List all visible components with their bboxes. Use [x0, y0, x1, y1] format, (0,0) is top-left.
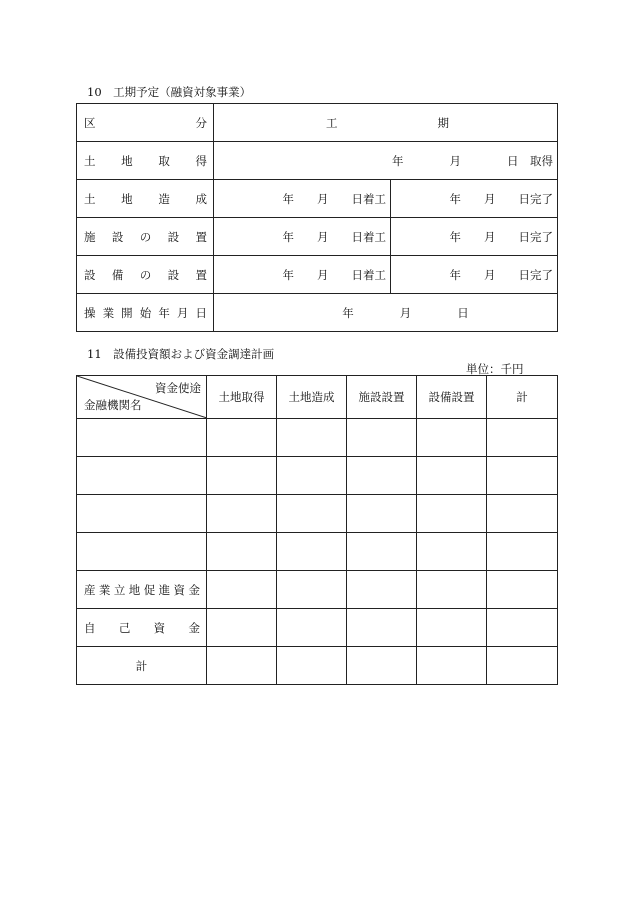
amount-cell[interactable]	[417, 609, 487, 647]
section-10-title: 10 工期予定（融資対象事業）	[87, 85, 252, 99]
funding-row	[77, 571, 558, 609]
column-header: 土地取得	[207, 376, 277, 419]
schedule-row	[77, 142, 558, 180]
investment-funding-table	[76, 375, 558, 685]
funding-row	[77, 647, 558, 685]
column-header: 施設設置	[347, 376, 417, 419]
schedule-row-label: 操 業 開 始 年 月 日	[77, 294, 214, 332]
amount-cell[interactable]	[277, 609, 347, 647]
amount-cell[interactable]	[277, 419, 347, 457]
amount-cell[interactable]	[487, 495, 558, 533]
institution-name-input[interactable]	[77, 457, 207, 495]
funding-row-label: 自 己 資 金	[77, 609, 207, 647]
funding-row	[77, 419, 558, 457]
institution-name-input[interactable]	[77, 495, 207, 533]
funding-row	[77, 609, 558, 647]
schedule-row-label: 設 備 の 設 置	[77, 256, 214, 294]
amount-cell[interactable]	[207, 571, 277, 609]
amount-cell[interactable]	[207, 495, 277, 533]
funding-row	[77, 533, 558, 571]
funding-row	[77, 495, 558, 533]
amount-cell[interactable]	[347, 533, 417, 571]
institution-name-label: 金融機関名	[84, 398, 142, 412]
diagonal-corner-cell	[77, 376, 207, 419]
period-header: 工 期	[214, 104, 558, 142]
operation-start-date-cell[interactable]: 年 月 日	[214, 294, 558, 332]
amount-cell[interactable]	[347, 571, 417, 609]
amount-cell[interactable]	[417, 495, 487, 533]
schedule-row-label: 土 地 造 成	[77, 180, 214, 218]
amount-cell[interactable]	[347, 495, 417, 533]
column-header: 設備設置	[417, 376, 487, 419]
amount-cell[interactable]	[487, 647, 558, 685]
end-date-cell[interactable]: 年 月 日完了	[391, 180, 558, 218]
end-date-cell[interactable]: 年 月 日完了	[391, 218, 558, 256]
amount-cell[interactable]	[347, 457, 417, 495]
amount-cell[interactable]	[417, 571, 487, 609]
start-date-cell[interactable]: 年 月 日着工	[214, 180, 391, 218]
institution-name-input[interactable]	[77, 533, 207, 571]
amount-cell[interactable]	[207, 419, 277, 457]
schedule-row	[77, 218, 558, 256]
amount-cell[interactable]	[207, 647, 277, 685]
schedule-row-label: 土 地 取 得	[77, 142, 214, 180]
schedule-row	[77, 180, 558, 218]
category-header: 区 分	[77, 104, 214, 142]
section-11-title: 11 設備投資額および資金調達計画	[87, 347, 275, 361]
unit-label: 単位：千円	[466, 362, 524, 376]
construction-schedule-table	[76, 103, 558, 332]
amount-cell[interactable]	[487, 571, 558, 609]
start-date-cell[interactable]: 年 月 日着工	[214, 256, 391, 294]
amount-cell[interactable]	[277, 533, 347, 571]
acquisition-date-cell[interactable]: 年 月 日 取得	[214, 142, 558, 180]
amount-cell[interactable]	[347, 609, 417, 647]
amount-cell[interactable]	[277, 457, 347, 495]
amount-cell[interactable]	[277, 647, 347, 685]
funding-row-label: 産 業 立 地 促 進 資 金	[77, 571, 207, 609]
schedule-row	[77, 294, 558, 332]
total-label: 計	[77, 647, 207, 685]
amount-cell[interactable]	[487, 419, 558, 457]
amount-cell[interactable]	[487, 457, 558, 495]
fund-use-label: 資金使途	[155, 381, 201, 395]
amount-cell[interactable]	[277, 571, 347, 609]
amount-cell[interactable]	[347, 419, 417, 457]
amount-cell[interactable]	[207, 457, 277, 495]
schedule-row	[77, 256, 558, 294]
institution-name-input[interactable]	[77, 419, 207, 457]
funding-header-row	[77, 376, 558, 419]
amount-cell[interactable]	[417, 457, 487, 495]
amount-cell[interactable]	[487, 533, 558, 571]
column-header: 計	[487, 376, 558, 419]
schedule-row-label: 施 設 の 設 置	[77, 218, 214, 256]
amount-cell[interactable]	[487, 609, 558, 647]
amount-cell[interactable]	[277, 495, 347, 533]
amount-cell[interactable]	[417, 419, 487, 457]
amount-cell[interactable]	[347, 647, 417, 685]
funding-row	[77, 457, 558, 495]
amount-cell[interactable]	[207, 609, 277, 647]
amount-cell[interactable]	[417, 533, 487, 571]
amount-cell[interactable]	[207, 533, 277, 571]
amount-cell[interactable]	[417, 647, 487, 685]
start-date-cell[interactable]: 年 月 日着工	[214, 218, 391, 256]
column-header: 土地造成	[277, 376, 347, 419]
schedule-header-row	[77, 104, 558, 142]
end-date-cell[interactable]: 年 月 日完了	[391, 256, 558, 294]
